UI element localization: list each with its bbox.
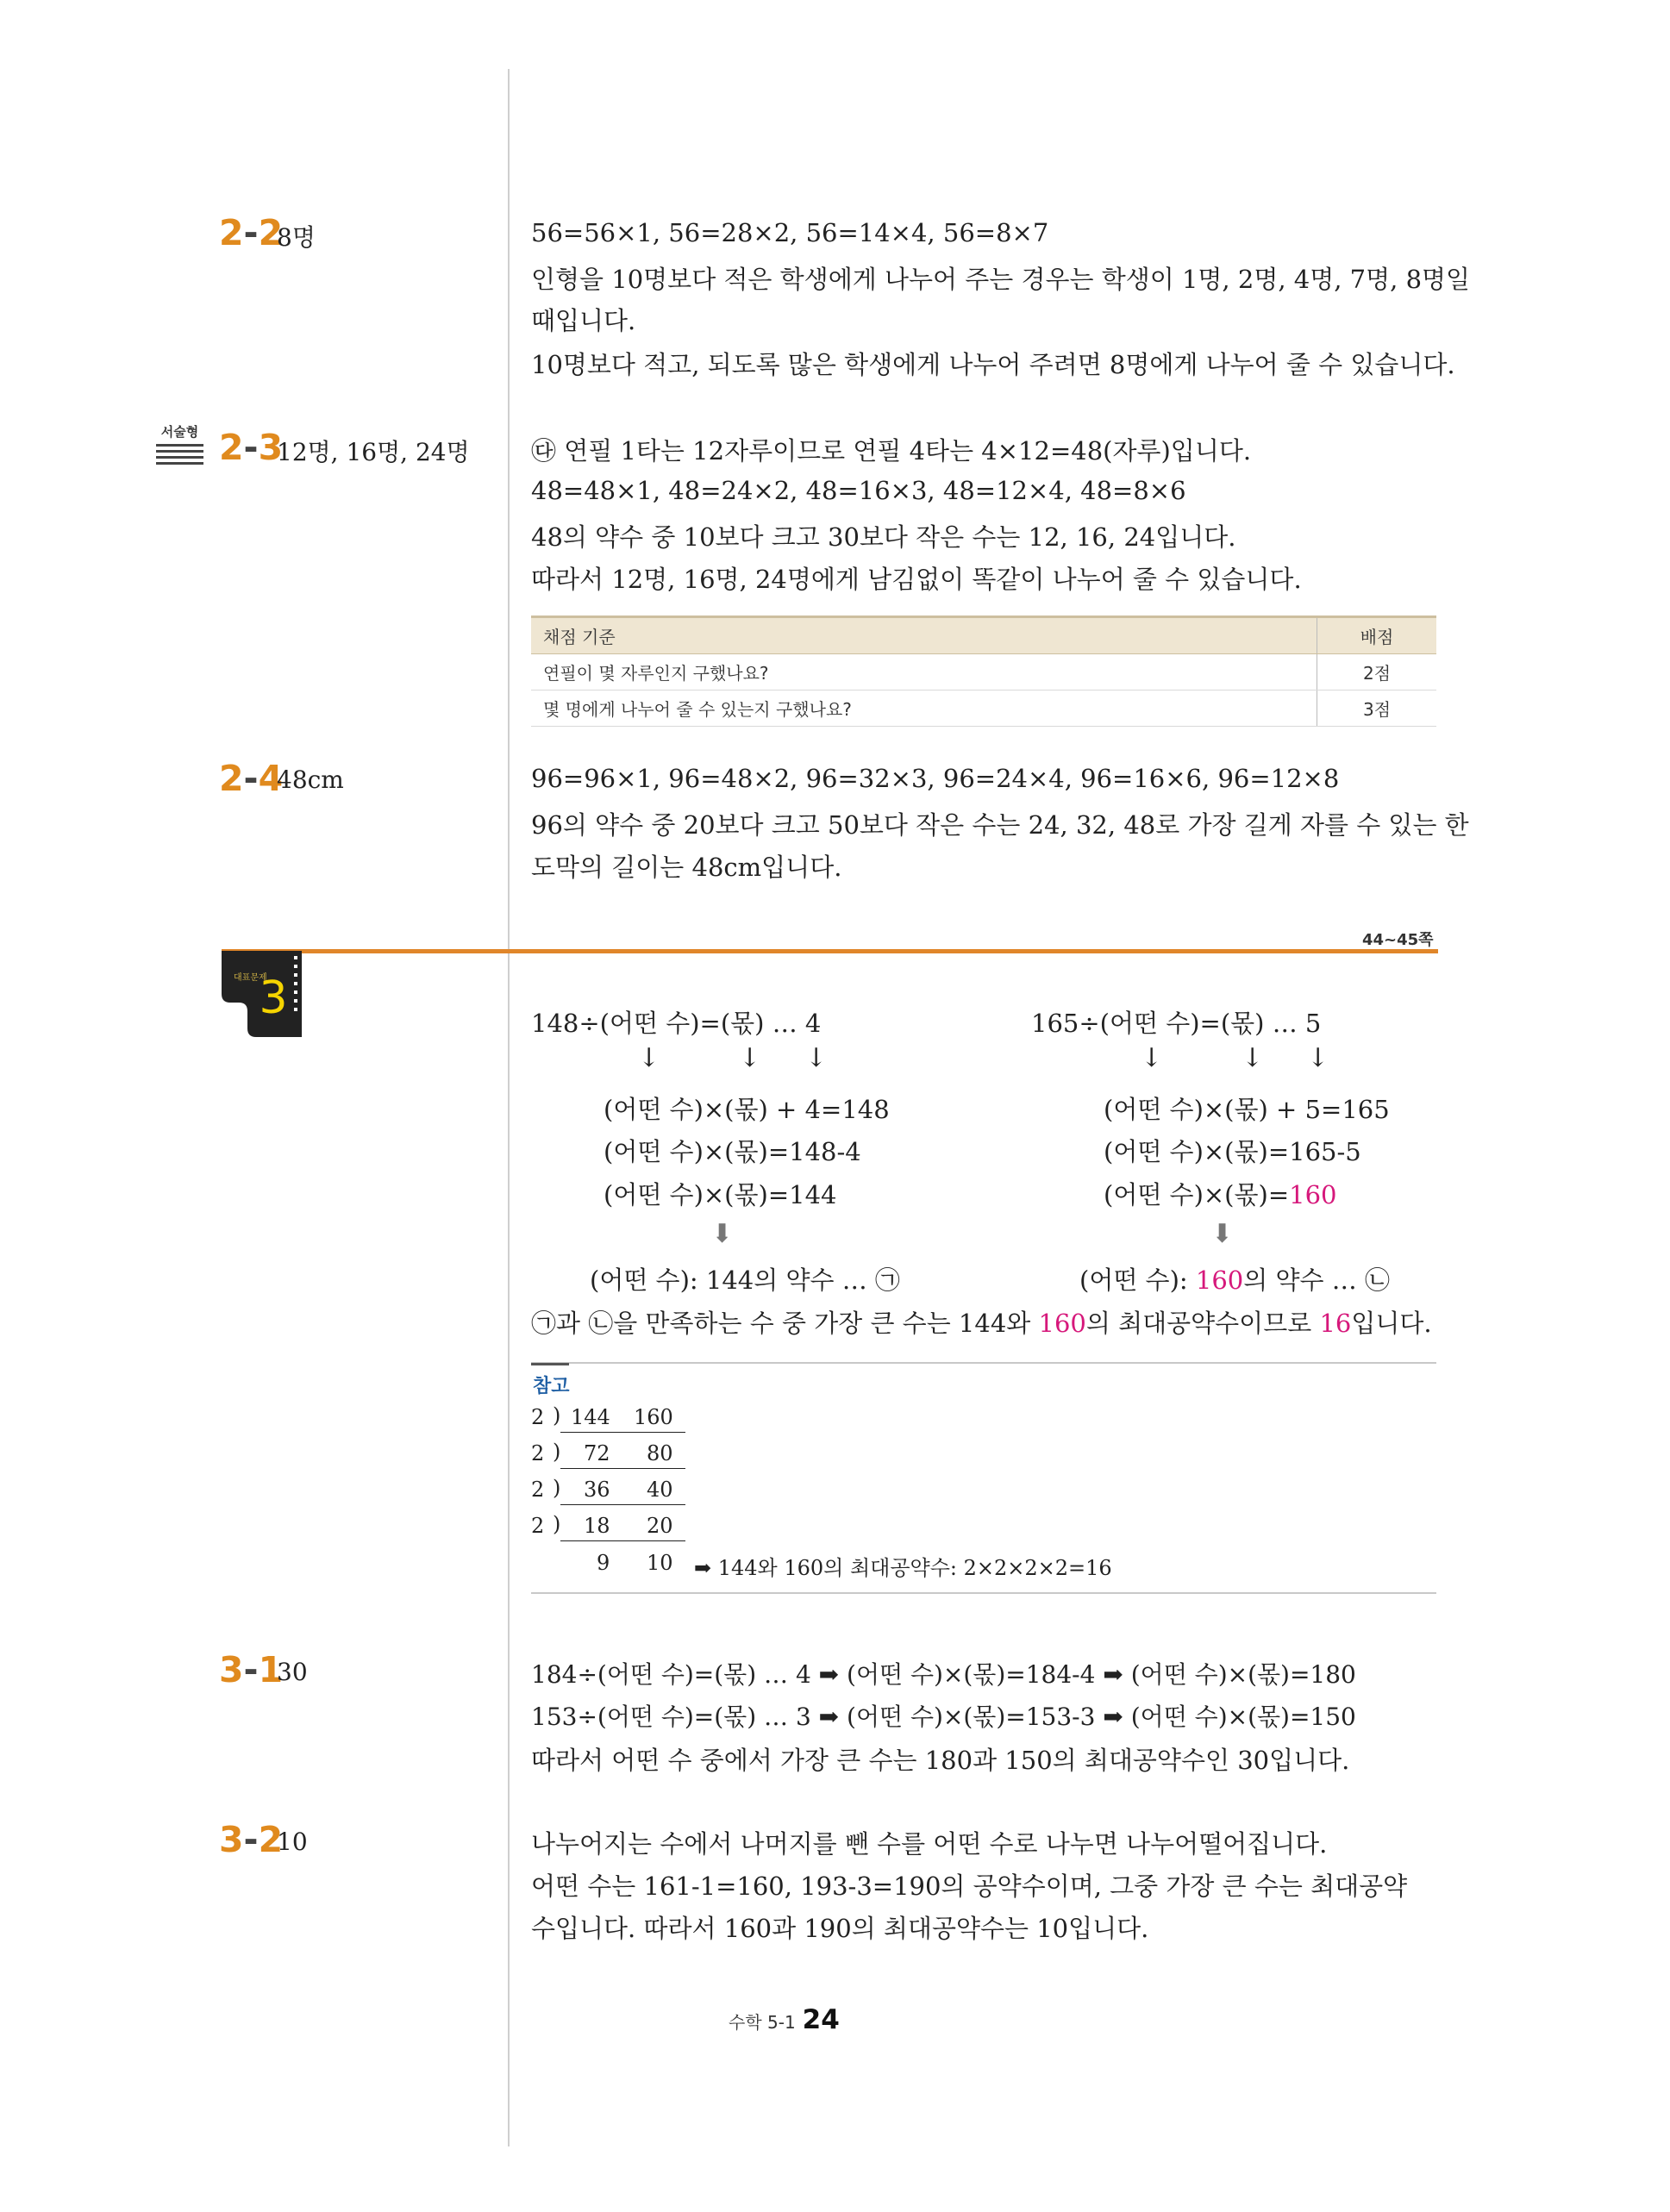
solution-line: 153÷(어떤 수)=(몫) … 3 ➡ (어떤 수)×(몫)=153-3 ➡ (어떤 수)×(몫)=150 [531,1703,1356,1731]
ladder-rule [560,1504,685,1505]
problem-number-2-2: 2-2 [219,212,283,253]
ladder-quotient: 9 [597,1551,610,1575]
ladder-divisor: 2 [531,1478,545,1502]
ladder-value: 80 [647,1441,673,1465]
ladder-divisor: 2 [531,1405,545,1429]
ladder-divisor: 2 [531,1514,545,1538]
answer-2-3: 12명, 16명, 24명 [277,438,470,466]
solution-line: 인형을 10명보다 적은 학생에게 나누어 주는 경우는 학생이 1명, 2명, 4명, 7명, 8명일 [531,265,1471,294]
footer-label: 수학 5-1 [729,2012,796,2033]
solution-line: 수입니다. 따라서 160과 190의 최대공약수는 10입니다. [531,1914,1149,1943]
table-row [531,654,1436,690]
answer-2-4: 48cm [277,765,344,794]
gray-down-arrow: ⬇ [711,1219,734,1249]
solution-line: 나누어지는 수에서 나머지를 뺀 수를 어떤 수로 나누면 나누어떨어집니다. [531,1829,1328,1859]
answer-3-2: 10 [277,1828,308,1856]
reference-bottom-rule [531,1592,1436,1594]
solution-line: 어떤 수는 161-1=160, 193-3=190의 공약수이며, 그중 가장 큰 수는 최대공약 [531,1871,1408,1901]
ladder-value: 20 [647,1514,673,1538]
solution-line: 10명보다 적고, 되도록 많은 학생에게 나누어 주려면 8명에게 나누어 줄 수 있습니다. [531,350,1455,379]
down-arrow: ↓ [739,1043,761,1073]
representative-problem-badge [222,951,302,1037]
ladder-bracket: ) [553,1476,561,1500]
page-reference: 44~45쪽 [1362,931,1434,949]
down-arrow: ↓ [638,1043,660,1073]
problem-number-2-4: 2-4 [219,758,283,799]
solution-line: 48=48×1, 48=24×2, 48=16×3, 48=12×4, 48=8×6 [531,476,1186,505]
solution-line: 56=56×1, 56=28×2, 56=14×4, 56=8×7 [531,218,1049,247]
section-divider [222,949,1438,953]
equation-left: 148÷(어떤 수)=(몫) … 4 [531,1009,822,1038]
solution-line: 따라서 12명, 16명, 24명에게 남김없이 똑같이 나누어 줄 수 있습니다. [531,565,1302,594]
equation-right: 165÷(어떤 수)=(몫) … 5 [1031,1009,1322,1038]
equation-right: (어떤 수)×(몫) + 5=165 [1104,1095,1390,1124]
badge-number: 3 [259,972,288,1024]
solution-line: 때입니다. [531,306,636,335]
solution-line: 따라서 어떤 수 중에서 가장 큰 수는 180과 150의 최대공약수인 30입니다. [531,1746,1350,1775]
ladder-value: 40 [647,1478,673,1502]
reference-marker [531,1363,569,1365]
ladder-value: 160 [634,1405,673,1429]
equation-left: (어떤 수)×(몫)=144 [604,1180,837,1209]
ladder-rule [560,1468,685,1469]
scoring-table [531,615,1436,727]
ladder-value: 72 [584,1441,610,1465]
page-number: 24 [802,2004,840,2035]
solution-line: ㉰ 연필 1타는 12자루이므로 연필 4타는 4×12=48(자루)입니다. [531,436,1252,466]
ladder-quotient: 10 [647,1551,673,1575]
points-header: 배점 [1317,617,1437,654]
solution-line: 96=96×1, 96=48×2, 96=32×3, 96=24×4, 96=16×6, 96=12×8 [531,764,1340,793]
scoring-header [531,617,1436,654]
ladder-bracket: ) [553,1403,561,1428]
criteria-header: 채점 기준 [531,617,1317,654]
points-cell: 3점 [1317,690,1437,727]
equation-right: (어떤 수)×(몫)=165-5 [1104,1137,1361,1166]
gcd-result: ➡ 144와 160의 최대공약수: 2×2×2×2=16 [694,1556,1112,1580]
equation-left: (어떤 수)×(몫)=148-4 [604,1137,861,1166]
problem-number-3-1: 3-1 [219,1649,283,1690]
down-arrow: ↓ [1242,1043,1264,1073]
reference-title: 참고 [533,1376,570,1397]
page-footer [729,2004,840,2035]
reference-top-rule [531,1362,1436,1364]
solution-line: 도막의 길이는 48cm입니다. [531,853,842,882]
down-arrow: ↓ [1141,1043,1163,1073]
ladder-value: 36 [584,1478,610,1502]
solution-line: 96의 약수 중 20보다 크고 50보다 작은 수는 24, 32, 48로 가장 길게 자를 수 있는 한 [531,810,1469,840]
table-row [531,690,1436,727]
gray-down-arrow: ⬇ [1211,1219,1234,1249]
ladder-rule [560,1432,685,1433]
problem-number-2-3: 2-3 [219,427,283,468]
equation-left: (어떤 수)×(몫) + 4=148 [604,1095,890,1124]
column-divider [508,69,510,2146]
equation-right: (어떤 수): 160의 약수 … ㉡ [1079,1265,1390,1295]
answer-3-1: 30 [277,1658,308,1686]
ladder-bracket: ) [553,1512,561,1536]
problem-number-3-2: 3-2 [219,1819,283,1860]
solution-line: 184÷(어떤 수)=(몫) … 4 ➡ (어떤 수)×(몫)=184-4 ➡ (어떤 수)×(몫)=180 [531,1660,1356,1689]
ladder-divisor: 2 [531,1441,545,1465]
descriptive-tag: 서술형 [156,422,203,465]
conclusion-line: ㉠과 ㉡을 만족하는 수 중 가장 큰 수는 144와 160의 최대공약수이므로 16입니다. [531,1309,1432,1338]
points-cell: 2점 [1317,654,1437,690]
ladder-bracket: ) [553,1440,561,1464]
equation-left: (어떤 수): 144의 약수 … ㉠ [590,1265,900,1295]
criteria-cell: 연필이 몇 자루인지 구했나요? [531,654,1317,690]
answer-2-2: 8명 [277,223,316,252]
solution-line: 48의 약수 중 10보다 크고 30보다 작은 수는 12, 16, 24입니다. [531,522,1236,552]
down-arrow: ↓ [805,1043,828,1073]
criteria-cell: 몇 명에게 나누어 줄 수 있는지 구했나요? [531,690,1317,727]
ladder-value: 18 [584,1514,610,1538]
badge-label: 대표문제 [234,973,267,983]
down-arrow: ↓ [1307,1043,1329,1073]
ladder-rule [560,1540,685,1541]
equation-right: (어떤 수)×(몫)=160 [1104,1180,1337,1209]
ladder-value: 144 [571,1405,610,1429]
